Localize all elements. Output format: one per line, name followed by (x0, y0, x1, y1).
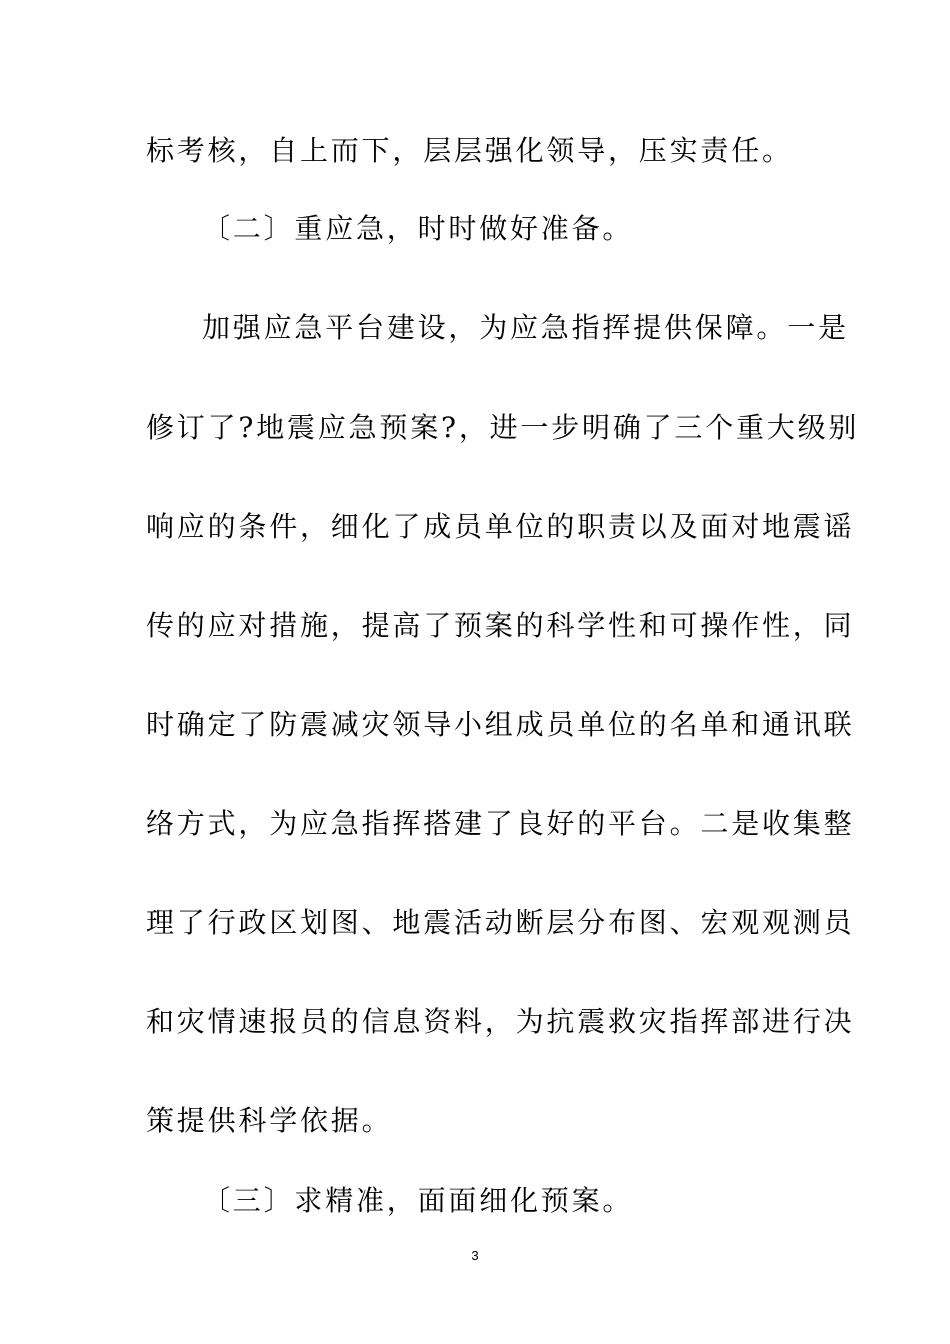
paragraph-line: 策提供科学依据。 (146, 1104, 393, 1137)
paragraph-line: 和灾情速报员的信息资料，为抗震救灾指挥部进行决 (146, 1005, 855, 1038)
paragraph-line: 加强应急平台建设，为应急指挥提供保障。一是 (202, 311, 849, 344)
paragraph-line: 理了行政区划图、地震活动断层分布图、宏观观测员 (146, 906, 855, 939)
paragraph-line: 修订了?地震应急预案?，进一步明确了三个重大级别 (146, 411, 860, 444)
paragraph-line: 响应的条件，细化了成员单位的职责以及面对地震谣 (146, 510, 855, 543)
section-heading: 〔三〕求精准，面面细化预案。 (202, 1184, 634, 1217)
paragraph-line: 时确定了防震减灾领导小组成员单位的名单和通讯联 (146, 708, 855, 741)
page-number: 3 (471, 1248, 479, 1263)
paragraph-line: 络方式，为应急指挥搭建了良好的平台。二是收集整 (146, 807, 855, 840)
paragraph-line: 标考核，自上而下，层层强化领导，压实责任。 (146, 134, 793, 167)
paragraph-line: 传的应对措施，提高了预案的科学性和可操作性，同 (146, 609, 855, 642)
section-heading: 〔二〕重应急，时时做好准备。 (202, 212, 634, 245)
